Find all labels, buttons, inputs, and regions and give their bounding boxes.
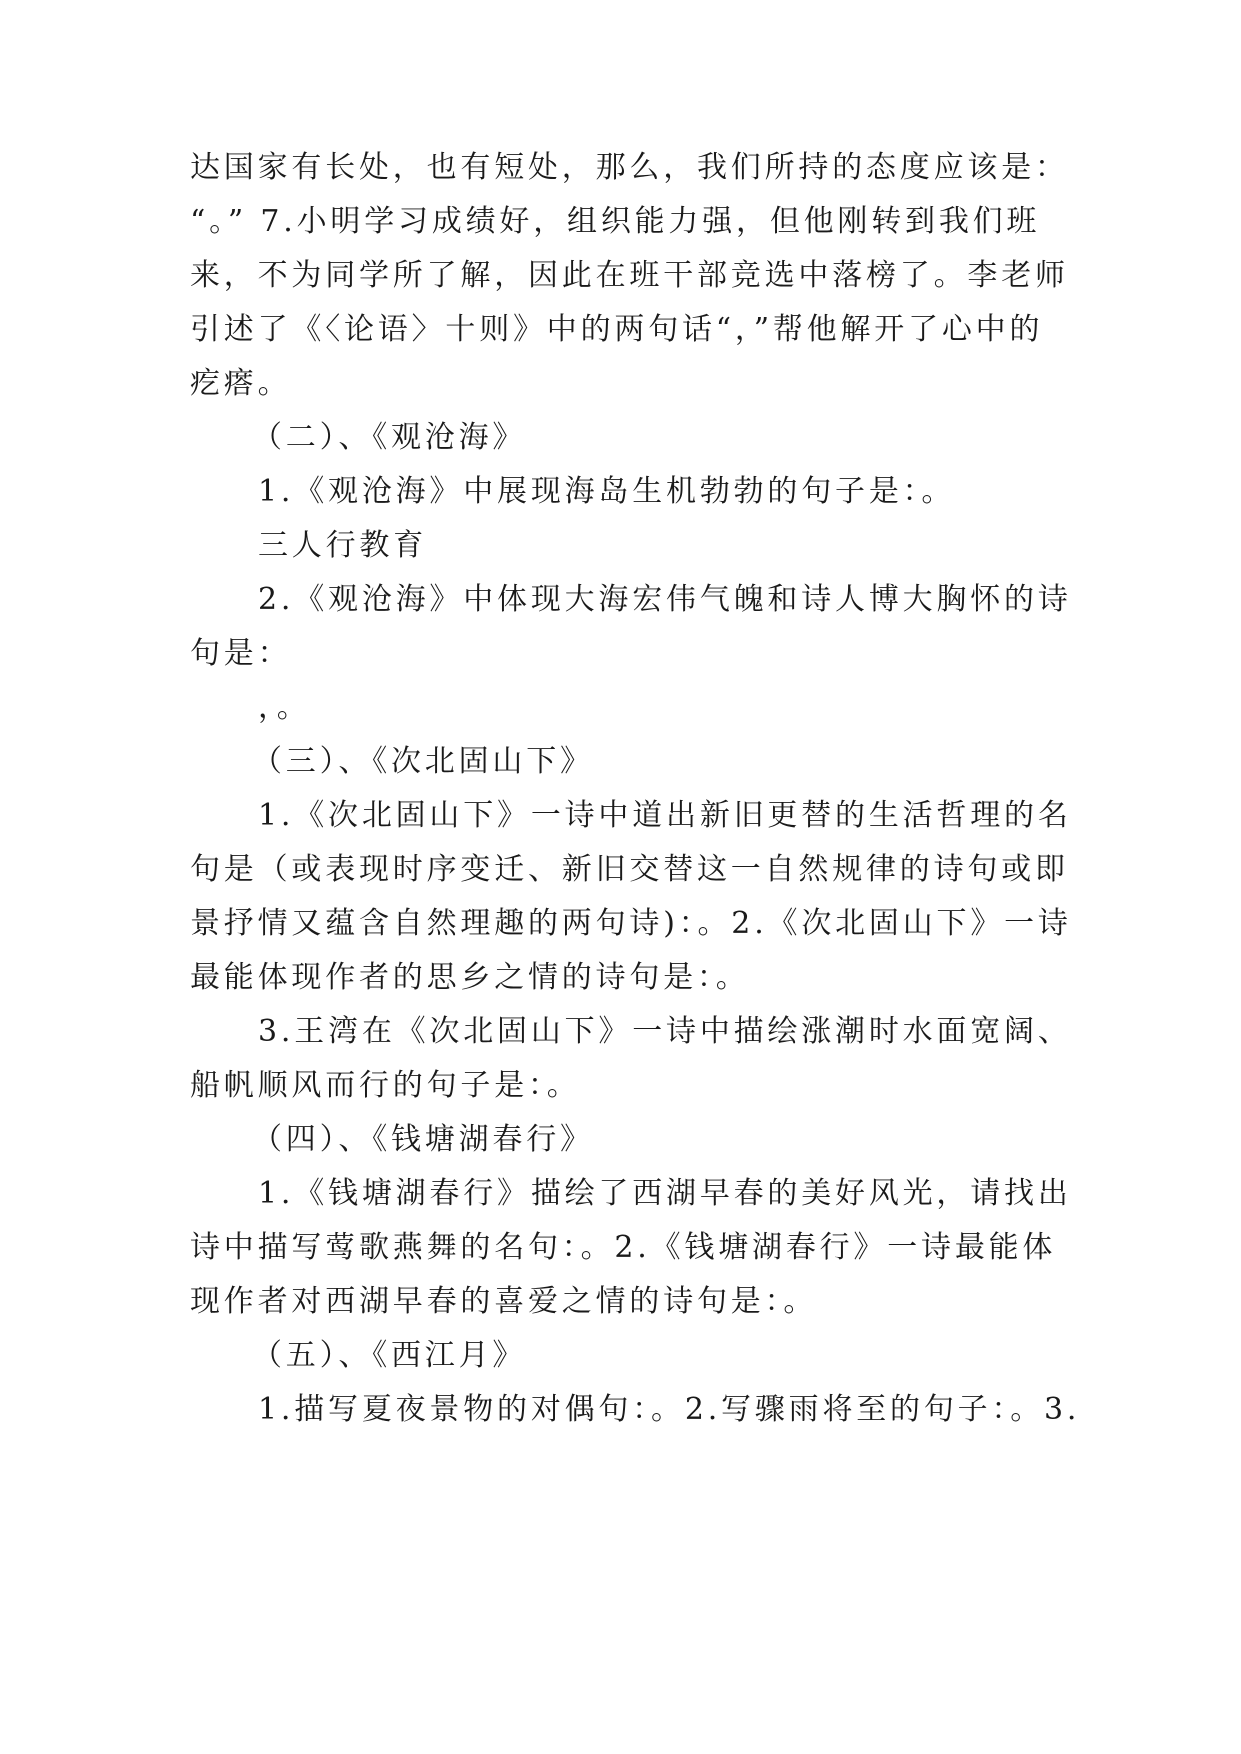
text-line: 1.《次北固山下》一诗中道出新旧更替的生活哲理的名 [258, 798, 1072, 833]
text-line: 疙瘩。 [190, 366, 292, 401]
text-line: 船帆顺风而行的句子是：。 [190, 1068, 581, 1103]
text-line: 3.王湾在《次北固山下》一诗中描绘涨潮时水面宽阔、 [258, 1014, 1072, 1049]
section-heading: （五）、《西江月》 [252, 1338, 527, 1373]
section-heading: （四）、《钱塘湖春行》 [252, 1122, 594, 1157]
text-line: 诗中描写莺歌燕舞的名句：。2.《钱塘湖春行》一诗最能体 [190, 1230, 1057, 1265]
text-line: 现作者对西湖早春的喜爱之情的诗句是：。 [190, 1284, 818, 1319]
section-heading: （三）、《次北固山下》 [252, 744, 594, 779]
text-line: 1.描写夏夜景物的对偶句：。2.写骤雨将至的句子：。3. [258, 1392, 1081, 1427]
text-line: 2.《观沧海》中体现大海宏伟气魄和诗人博大胸怀的诗 [258, 582, 1072, 617]
text-line: 句是： [190, 636, 292, 671]
text-line: 三人行教育 [258, 528, 427, 563]
text-line: 1.《观沧海》中展现海岛生机勃勃的句子是：。 [258, 474, 956, 509]
text-line: 景抒情又蕴含自然理趣的两句诗)：。2.《次北固山下》一诗 [190, 906, 1072, 941]
text-line: 最能体现作者的思乡之情的诗句是：。 [190, 960, 750, 995]
text-line: 句是（或表现时序变迁、新旧交替这一自然规律的诗句或即 [190, 852, 1069, 887]
section-heading: （二）、《观沧海》 [252, 420, 527, 455]
text-line: ，。 [258, 690, 311, 725]
text-line: “。” 7.小明学习成绩好，组织能力强，但他刚转到我们班 [190, 204, 1041, 239]
text-line: 来，不为同学所了解，因此在班干部竞选中落榜了。李老师 [190, 258, 1069, 293]
text-line: 达国家有长处，也有短处，那么，我们所持的态度应该是： [190, 150, 1069, 185]
text-line: 引述了《〈论语〉十则》中的两句话“，”帮他解开了心中的 [190, 312, 1044, 347]
text-line: 1.《钱塘湖春行》描绘了西湖早春的美好风光，请找出 [258, 1176, 1072, 1211]
